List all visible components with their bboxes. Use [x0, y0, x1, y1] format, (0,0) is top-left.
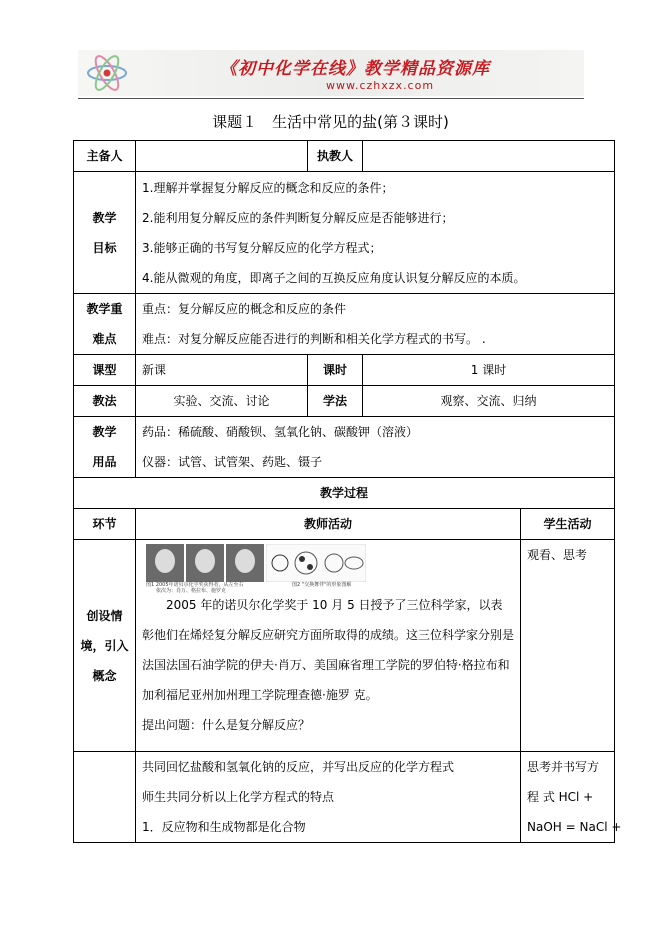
photo-caption-2: 依次为：肖万、格拉布、施罗克	[156, 588, 227, 594]
banner-url[interactable]: www.czhxzx.com	[326, 79, 435, 92]
tools-label	[74, 417, 136, 478]
goal-item: 2.能利用复分解反应的条件判断复分解反应是否能够进行；	[142, 210, 454, 225]
col-phase-header: 环节	[74, 509, 136, 540]
materials-content	[136, 417, 615, 478]
tools-label-line-1: 教学	[92, 425, 117, 439]
tools-label-line-2: 用品	[92, 455, 117, 469]
phase1-label-line-1: 创设情	[86, 608, 123, 623]
goals-label-line-1: 教学	[92, 210, 117, 225]
goal-item: 3.能够正确的书写复分解反应的化学方程式；	[142, 240, 382, 255]
phase1-label-line-3: 概念	[92, 668, 117, 683]
phase1-teacher-activity	[136, 540, 521, 752]
hours-value: 1 课时	[363, 355, 615, 386]
row-methods	[74, 386, 615, 417]
photo-caption-3: 图2 "交换舞伴"的形象图解	[292, 582, 352, 588]
preparer-label: 主备人	[74, 141, 136, 172]
scientist-photo	[226, 544, 264, 582]
phase2-label	[74, 752, 136, 843]
type-value: 新课	[136, 355, 308, 386]
row-phase-2	[74, 752, 615, 843]
goals-label-line-2: 目标	[92, 240, 117, 255]
study-label: 学法	[308, 386, 363, 417]
nobel-photo-strip	[142, 544, 514, 594]
row-key-points	[74, 294, 615, 355]
method-value: 实验、交流、讨论	[136, 386, 308, 417]
phase2-line: 师生共同分析以上化学方程式的特点	[142, 790, 335, 804]
goal-item: 1.理解并掌握复分解反应的概念和反应的条件；	[142, 180, 394, 195]
partner-swap-diagram-icon	[266, 544, 366, 582]
key-label-line-1: 教学重	[86, 302, 123, 316]
preparer-value	[136, 141, 308, 172]
goals-content	[136, 172, 615, 294]
row-phase-1	[74, 540, 615, 752]
row-lesson-type	[74, 355, 615, 386]
banner-title: 《初中化学在线》教学精品资源库	[220, 59, 490, 79]
phase1-label-line-2: 境，引入	[80, 638, 129, 653]
scientist-photo	[186, 544, 224, 582]
process-section-title: 教学过程	[74, 478, 615, 509]
row-goals	[74, 172, 615, 294]
row-preparer	[74, 141, 615, 172]
row-process-title	[74, 478, 615, 509]
row-materials	[74, 417, 615, 478]
phase2-line: 共同回忆盐酸和氢氧化钠的反应，并写出反应的化学方程式	[142, 760, 455, 774]
phase2-teacher-activity	[136, 752, 521, 843]
photo-caption-1: 图1 2005年诺贝尔化学奖获得者，从左至右	[146, 582, 244, 588]
page-title: 课题１ 生活中常见的盐(第３课时)	[212, 113, 449, 131]
type-label: 课型	[74, 355, 136, 386]
instruments-text: 仪器：试管、试管架、药匙、镊子	[142, 455, 323, 469]
nobel-prize-paragraph: 2005 年的诺贝尔化学奖于 10 月 5 日授予了三位科学家，以表彰他们在烯烃复分解反应研究方面所取得的成绩。这三位科学家分别是法国法国石油学院的伊夫·肖万、美国麻省理工学院的罗伯特·格拉布和加利福尼亚州加州理工学院理查德·施罗 克。	[142, 598, 515, 702]
phase2-student-line-1: 思考并书写方	[527, 760, 600, 774]
difficult-point-text: 难点：对复分解反应能否进行的判断和相关化学方程式的书写。 .	[142, 332, 486, 346]
phase1-student-activity: 观看、思考	[521, 540, 615, 752]
col-teacher-header: 教师活动	[136, 509, 521, 540]
atom-logo-icon	[84, 52, 130, 94]
key-points-label	[74, 294, 136, 355]
key-points-content	[136, 294, 615, 355]
phase2-student-activity	[521, 752, 622, 843]
phase2-line: 1．反应物和生成物都是化合物	[142, 820, 306, 834]
phase1-label	[74, 540, 136, 752]
teacher-value	[363, 141, 615, 172]
col-student-header: 学生活动	[521, 509, 615, 540]
phase2-student-line-2: 程 式 HCl +	[527, 790, 594, 804]
teacher-label: 执教人	[308, 141, 363, 172]
key-point-text: 重点：复分解反应的概念和反应的条件	[142, 302, 347, 316]
method-label: 教法	[74, 386, 136, 417]
study-value: 观察、交流、归纳	[363, 386, 615, 417]
lesson-plan-table	[73, 140, 622, 843]
row-process-header	[74, 509, 615, 540]
key-label-line-2: 难点	[92, 332, 117, 346]
phase2-student-line-3: NaOH = NaCl +	[527, 820, 622, 834]
goal-item: 4.能从微观的角度，即离子之间的互换反应角度认识复分解反应的本质。	[142, 270, 526, 285]
header-banner	[78, 50, 584, 98]
phase1-question: 提出问题：什么是复分解反应？	[142, 718, 311, 732]
header-divider	[78, 98, 584, 99]
goals-label	[74, 172, 136, 294]
scientist-photo	[146, 544, 184, 582]
drugs-text: 药品：稀硫酸、硝酸钡、氢氧化钠、碳酸钾（溶液）	[142, 425, 419, 439]
hours-label: 课时	[308, 355, 363, 386]
